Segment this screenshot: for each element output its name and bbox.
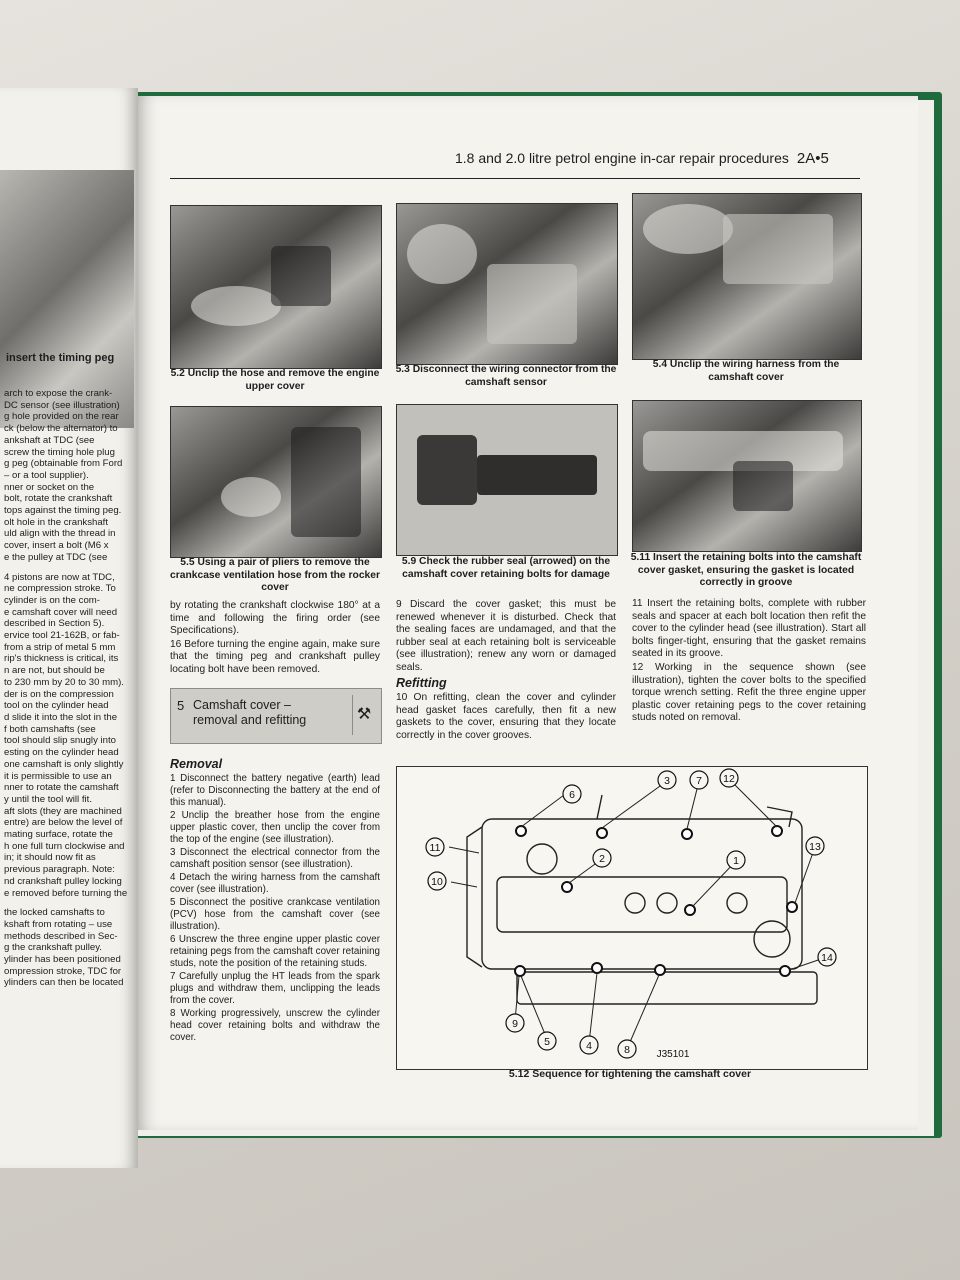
left-text-line: n are not, but should be — [4, 665, 105, 677]
photo-5-4 — [632, 193, 862, 360]
removal-step: 8 Working progressively, unscrew the cylinder head cover retaining bolts and withdraw the cover. — [170, 1008, 380, 1043]
section-number: 5 — [177, 698, 185, 713]
left-text-line: it is permissible to use an — [4, 770, 112, 782]
removal-step: 7 Carefully unplug the HT leads from the spark plugs and withdraw them, unclipping the leads from the cover. — [170, 971, 380, 1006]
left-text-line: der is on the compression — [4, 688, 114, 700]
column-3 — [632, 598, 866, 726]
left-page-text — [4, 388, 134, 997]
left-text-line: 4 pistons are now at TDC, — [4, 571, 115, 583]
left-text-line: tool on the cylinder head — [4, 700, 109, 712]
left-text-line: to 230 mm by 20 to 30 mm). — [4, 676, 124, 688]
removal-heading: Removal — [170, 757, 223, 771]
left-text-line: methods described in Sec- — [4, 930, 118, 942]
left-text-line: olt hole in the crankshaft — [4, 516, 108, 528]
left-text-line: mating surface, rotate the — [4, 829, 113, 841]
left-text-line: cover, insert a bolt (M6 x — [4, 540, 109, 552]
left-text-line: DC sensor (see illustration) — [4, 399, 120, 411]
left-text-block-b — [4, 572, 134, 900]
label-12: 12 — [723, 773, 735, 785]
left-text-line: g peg (obtainable from Ford — [4, 458, 123, 470]
removal-step: 3 Disconnect the electrical connector from the camshaft position sensor (see illustration). — [170, 847, 380, 870]
left-text-line: uld align with the thread in — [4, 528, 116, 540]
left-photo-caption: insert the timing peg — [6, 352, 115, 364]
label-3: 3 — [664, 775, 670, 787]
label-13: 13 — [809, 841, 821, 853]
left-text-line: ompression stroke, TDC for — [4, 965, 122, 977]
paragraph-9: 9 Discard the cover gasket; this must be renewed whenever it is disturbed. Check that the sealing faces are undamaged, and that the rubber seal at each retaining bolt is serviceable (see illustration); renew any worn or damaged seals. — [396, 599, 616, 673]
page-number: 2A•5 — [796, 150, 829, 167]
left-text-line: e camshaft cover will need — [4, 606, 118, 618]
left-text-line: – or a tool supplier). — [4, 469, 89, 481]
left-text-line: nd crankshaft pulley locking — [4, 875, 122, 887]
left-text-line: h one full turn clockwise and — [4, 840, 125, 852]
removal-step: 6 Unscrew the three engine upper plastic cover retaining pegs from the camshaft cover retaining studs, note the position of the retaining studs. — [170, 934, 380, 969]
label-5: 5 — [544, 1036, 550, 1048]
left-text-line: g the crankshaft pulley. — [4, 942, 102, 954]
label-11: 11 — [429, 842, 441, 854]
left-text-line: arch to expose the crank- — [4, 388, 113, 399]
label-2: 2 — [599, 853, 605, 865]
photo-5-2 — [170, 205, 382, 369]
left-text-line: esting on the cylinder head — [4, 747, 119, 759]
caption-5-2: 5.2 Unclip the hose and remove the engine upper cover — [170, 368, 380, 392]
left-text-line: one camshaft is only slightly — [4, 758, 124, 770]
label-9: 9 — [512, 1018, 518, 1030]
caption-5-3: 5.3 Disconnect the wiring connector from the camshaft sensor — [395, 364, 617, 388]
caption-5-11: 5.11 Insert the retaining bolts into the camshaft cover gasket, ensuring the gasket is located correctly in groove — [630, 552, 862, 588]
removal-step: 5 Disconnect the positive crankcase ventilation (PCV) hose from the camshaft cover (see illustration). — [170, 897, 380, 932]
left-text-line: ne compression stroke. To — [4, 583, 116, 595]
label-7: 7 — [696, 775, 702, 787]
left-text-line: e removed before turning the — [4, 887, 128, 899]
column-2 — [396, 599, 616, 744]
label-14: 14 — [821, 952, 833, 964]
left-text-line: kshaft from rotating – use — [4, 918, 113, 930]
caption-5-4: 5.4 Unclip the wiring harness from the camshaft cover — [652, 359, 840, 383]
left-text-line: tool should slip snugly into — [4, 735, 116, 747]
left-text-line: bolt, rotate the crankshaft — [4, 493, 113, 505]
paragraph-12: 12 Working in the sequence shown (see illustration), tighten the cover bolts to the specified torque wrench setting. Refit the three engine upper plastic cover retaining pegs to the cover retaining studs noted on removal. — [632, 661, 866, 724]
header-rule — [170, 178, 860, 179]
removal-steps — [170, 773, 380, 1044]
left-text-line: nner or socket on the — [4, 481, 95, 493]
label-10: 10 — [431, 876, 443, 888]
left-text-line: ylinder has been positioned — [4, 954, 121, 966]
left-text-line: g hole provided on the rear — [4, 411, 119, 423]
left-text-line: described in Section 5). — [4, 618, 105, 630]
left-text-line: d slide it into the slot in the — [4, 711, 118, 723]
left-text-line: screw the timing hole plug — [4, 446, 115, 458]
left-text-line: rip's thickness is critical, its — [4, 653, 119, 665]
label-8: 8 — [624, 1044, 630, 1056]
left-text-line: from a strip of metal 5 mm — [4, 641, 116, 653]
left-text-line: ankshaft at TDC (see — [4, 434, 95, 446]
refitting-heading: Refitting — [396, 675, 447, 690]
label-6: 6 — [569, 789, 575, 801]
left-text-line: e the pulley at TDC (see — [4, 551, 108, 563]
left-text-line: aft slots (they are machined — [4, 805, 122, 817]
section-title-line-2: removal and refitting — [193, 713, 307, 727]
left-text-line: previous paragraph. Note: — [4, 864, 115, 876]
section-heading-5 — [170, 688, 382, 744]
photo-5-11 — [632, 400, 862, 552]
column-1-removal — [170, 756, 380, 1045]
caption-5-12: 5.12 Sequence for tightening the camshaft cover — [508, 1068, 752, 1080]
paragraph-15-end: by rotating the crankshaft clockwise 180° at a time and following the firing order (see Specifications). — [170, 600, 380, 637]
paragraph-10: 10 On refitting, clean the cover and cylinder head gasket faces carefully, then fit a new gaskets to the cover, ensuring that they locate correctly in the cover grooves. — [396, 692, 616, 741]
left-text-line: y until the tool will fit. — [4, 793, 92, 805]
left-text-block-c — [4, 907, 134, 989]
left-text-line: the locked camshafts to — [4, 907, 105, 919]
left-text-line: ck (below the alternator) to — [4, 423, 118, 435]
caption-5-9: 5.9 Check the rubber seal (arrowed) on the camshaft cover retaining bolts for damage — [401, 556, 611, 580]
photo-5-9 — [396, 404, 618, 556]
paragraph-11: 11 Insert the retaining bolts, complete with rubber seals and spacer at each bolt location then refit the cover to the cylinder head (see illustration). Start all bolts finger-tight, ensuring that the gasket remains seated in its groove. — [632, 598, 866, 660]
paragraph-16: 16 Before turning the engine again, make sure that the timing peg and crankshaft pulley locating bolt have been removed. — [170, 638, 380, 675]
label-1: 1 — [733, 855, 739, 867]
removal-step: 1 Disconnect the battery negative (earth) lead (refer to Disconnecting the battery at the end of this manual). — [170, 773, 380, 808]
caption-5-5: 5.5 Using a pair of pliers to remove the crankcase ventilation hose from the rocker cover — [169, 557, 381, 593]
diagram-5-12 — [396, 766, 868, 1070]
left-text-block-a — [4, 388, 134, 564]
camshaft-cover-drawing — [397, 767, 867, 1069]
left-text-line: in; it should now fit as — [4, 852, 96, 864]
removal-step: 4 Detach the wiring harness from the camshaft cover (see illustration). — [170, 872, 380, 895]
running-head — [455, 150, 829, 167]
label-4: 4 — [586, 1040, 592, 1052]
spanner-rating-icon: ⚒ — [352, 695, 375, 735]
left-text-line: ervice tool 21-162B, or fab- — [4, 630, 120, 642]
left-page — [0, 88, 138, 1168]
section-title-line-1: Camshaft cover – — [193, 698, 291, 712]
diagram-code: J35101 — [656, 1049, 690, 1060]
column-1-top — [170, 600, 380, 678]
photo-5-5 — [170, 406, 382, 558]
page-title: 1.8 and 2.0 litre petrol engine in-car repair procedures — [455, 150, 789, 166]
left-text-line: tops against the timing peg. — [4, 505, 122, 517]
left-text-line: f both camshafts (see — [4, 723, 96, 735]
left-text-line: entre) are below the level of — [4, 817, 123, 829]
left-text-line: ylinders can then be located — [4, 977, 124, 989]
photo-5-3 — [396, 203, 618, 365]
removal-step: 2 Unclip the breather hose from the engine upper plastic cover, then unclip the cover from the top of the engine (see illustration). — [170, 810, 380, 845]
left-text-line: cylinder is on the com- — [4, 594, 100, 606]
left-text-line: nner to rotate the camshaft — [4, 782, 119, 794]
